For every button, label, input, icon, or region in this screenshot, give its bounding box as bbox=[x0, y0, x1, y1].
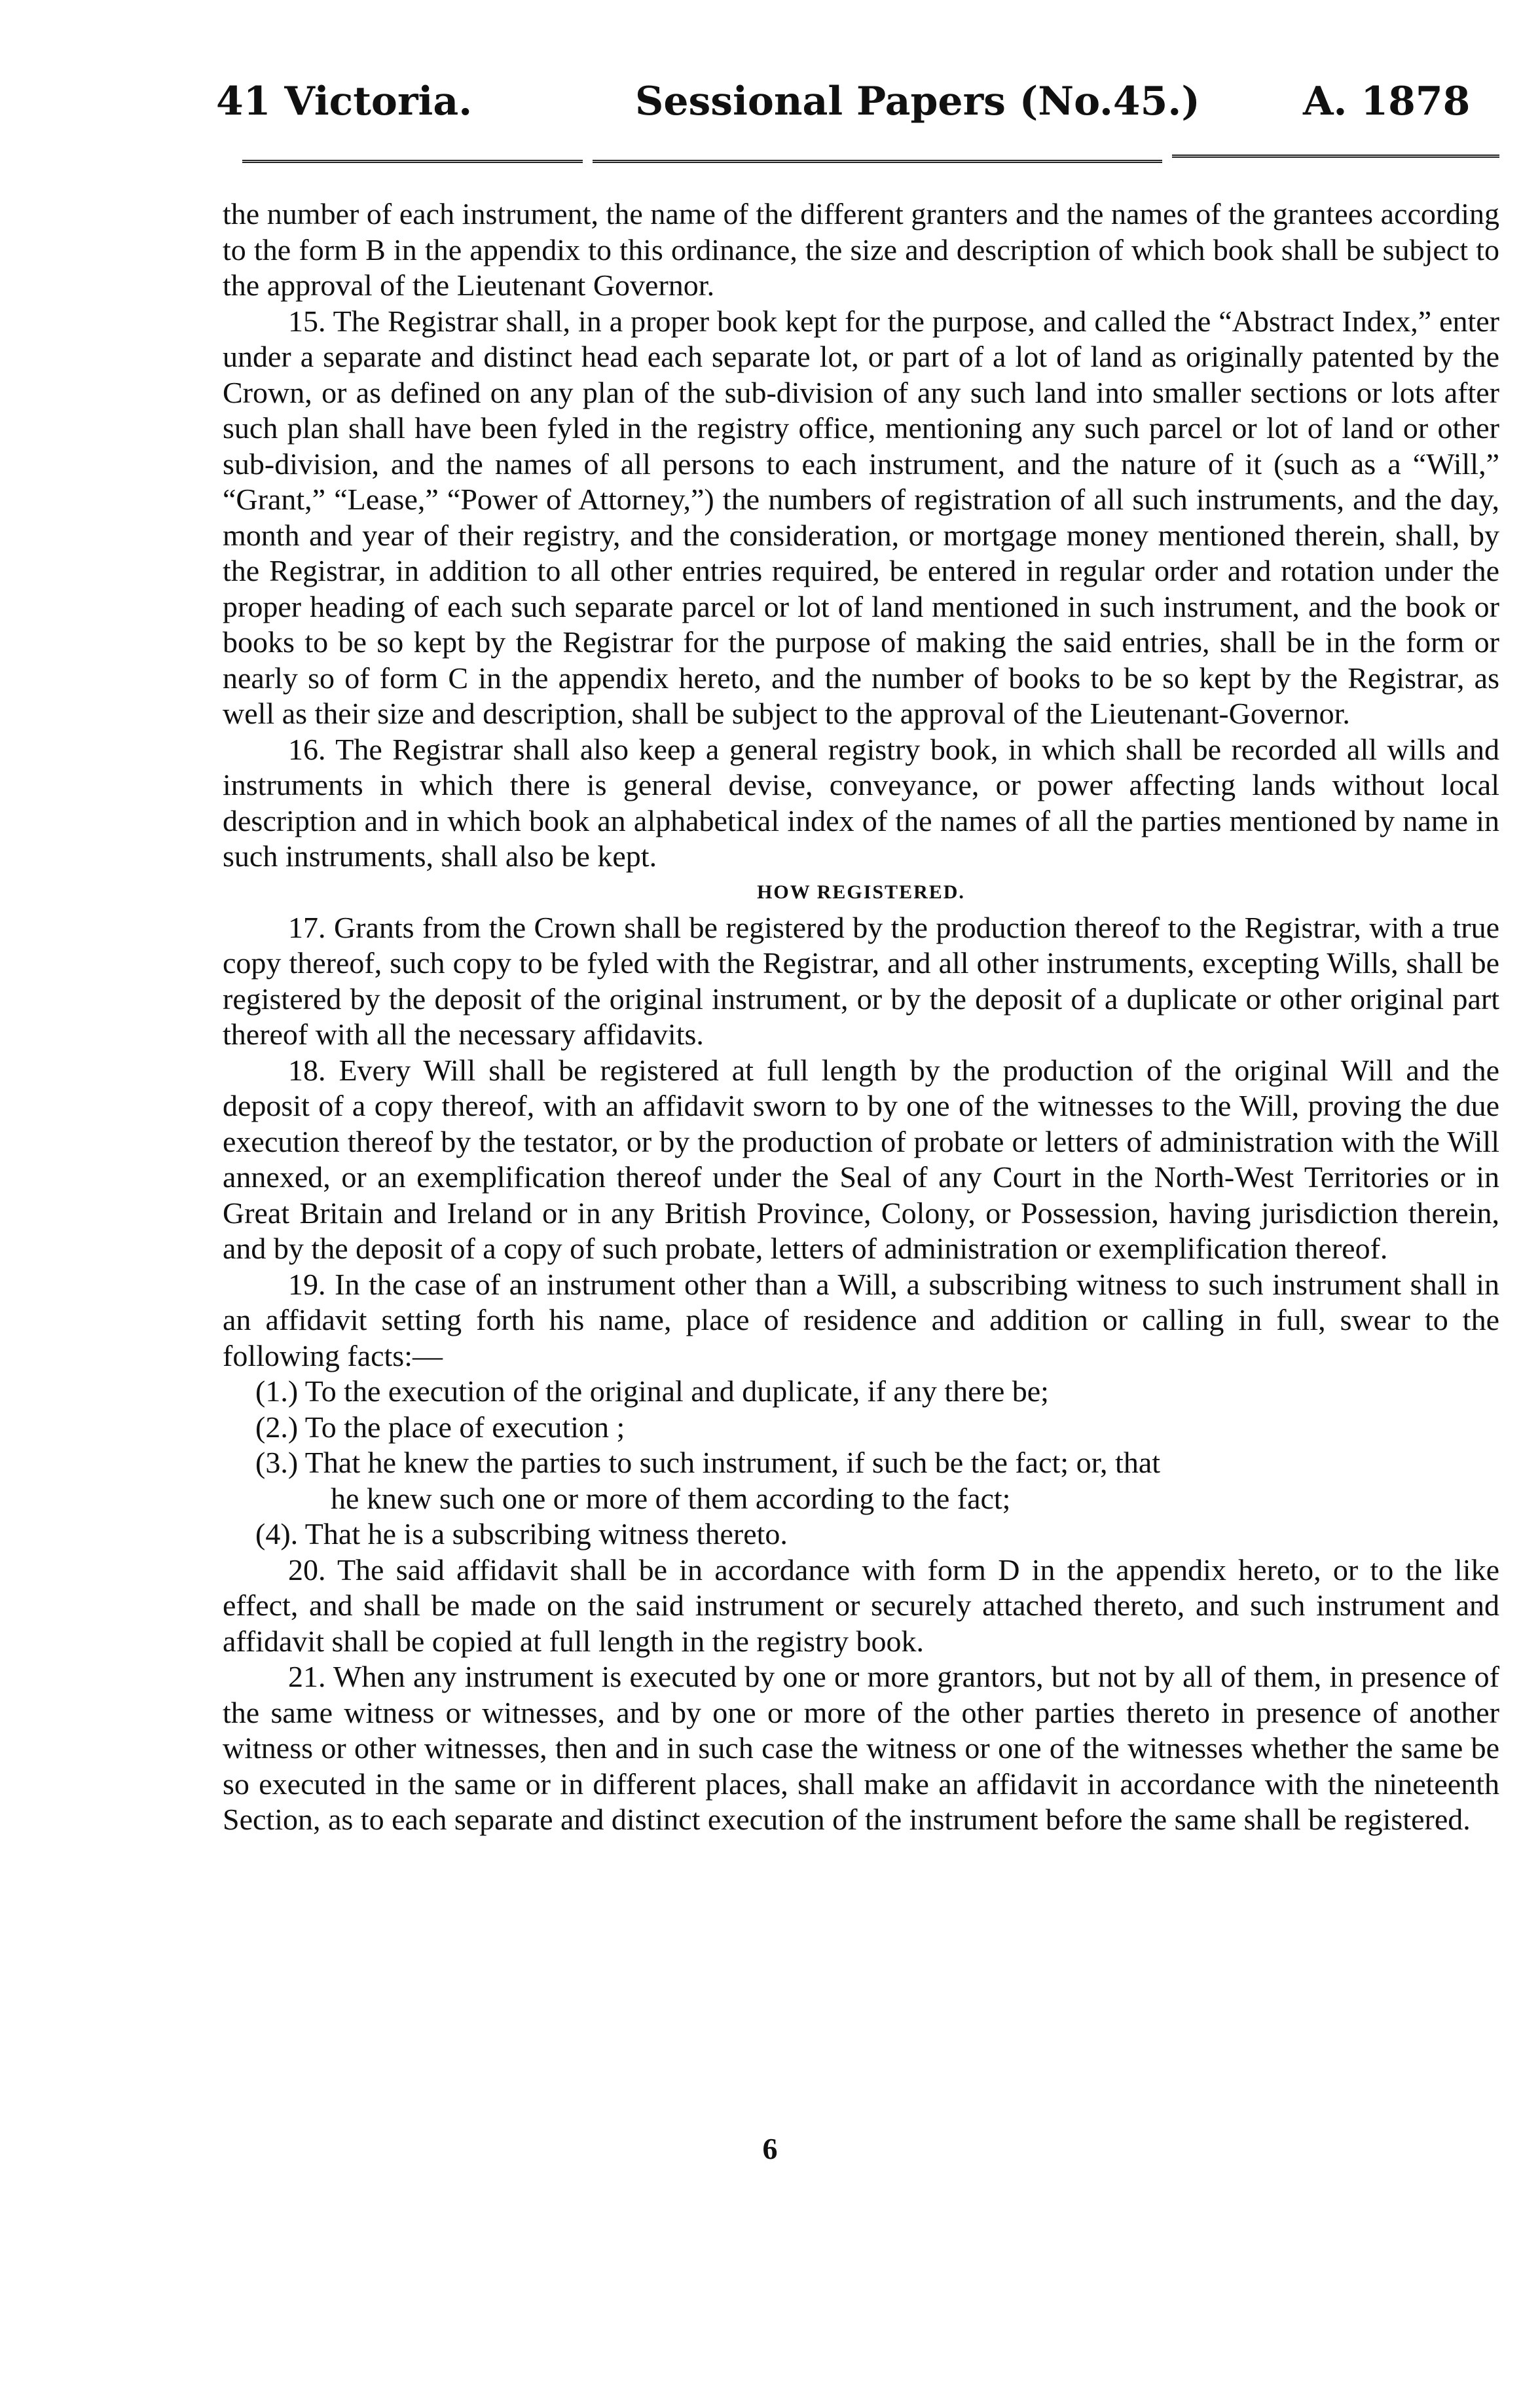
header-rule-right bbox=[1172, 155, 1499, 158]
section-15: 15. The Registrar shall, in a proper book kept for the purpose, and called the “Abstract Index,” enter under a separate and distinct head each separate lot, or part of a lot of land as originally patented by the Crown, or as defined on any plan of the sub-division of any such land into smaller sections or lots after such plan shall have been fyled in the registry office, mentioning any such parcel or lot of land or other sub-division, and the names of all persons to each instrument, and the nature of it (such as a “Will,” “Grant,” “Lease,” “Power of Attorney,”) the numbers of registration of all such instruments, and the day, month and year of their registry, and the consideration, or mortgage money mentioned therein, shall, by the Registrar, in addition to all other entries required, be entered in regular order and rotation under the proper heading of each such separate parcel or lot of land mentioned in such instrument, and the book or books to be so kept by the Registrar for the purpose of making the said entries, shall be in the form or nearly so of form C in the appendix hereto, and the number of books to be so kept by the Registrar, as well as their size and description, shall be subject to the approval of the Lieutenant-Governor. bbox=[223, 304, 1499, 730]
header-rule-center bbox=[593, 160, 1162, 163]
header-rule-left bbox=[242, 160, 583, 163]
paragraph-intro: the number of each instrument, the name of the different granters and the names of the grantees according to the form B in the appendix to this ordinance, the size and description of which book shall be subject to the approval of the Lieutenant Governor. bbox=[223, 197, 1499, 302]
header-regnal-year: 41 Victoria. bbox=[216, 79, 473, 124]
list-item: (3.) That he knew the parties to such instrument, if such be the fact; or, that bbox=[255, 1446, 1161, 1479]
list-item-continuation: he knew such one or more of them according to the fact; bbox=[331, 1481, 1011, 1515]
running-header bbox=[216, 79, 1519, 138]
section-20: 20. The said affidavit shall be in accordance with form D in the appendix hereto, or to the like effect, and shall be made on the said instrument or securely attached thereto, and such instrument and affidavit shall be copied at full length in the registry book. bbox=[223, 1552, 1499, 1658]
section-17: 17. Grants from the Crown shall be registered by the production thereof to the Registrar, with a true copy thereof, such copy to be fyled with the Registrar, and all other instruments, excepting Wills, shall be registered by the deposit of the original instrument, or by the deposit of a duplicate or other original part thereof with all the necessary affidavits. bbox=[223, 910, 1499, 1051]
header-year: A. 1878 bbox=[1303, 79, 1471, 124]
list-item: (4). That he is a subscribing witness thereto. bbox=[255, 1517, 788, 1551]
section-16: 16. The Registrar shall also keep a general registry book, in which shall be recorded all wills and instruments in which there is general devise, conveyance, or power affecting lands without local description and in which book an alphabetical index of the names of all the parties mentioned by name in such instruments, shall also be kept. bbox=[223, 732, 1499, 873]
section-19: 19. In the case of an instrument other than a Will, a subscribing witness to such instrument shall in an affidavit setting forth his name, place of residence and addition or calling in full, swear to the following facts:— bbox=[223, 1267, 1499, 1372]
document-body bbox=[223, 196, 1499, 1838]
section-heading: HOW REGISTERED. bbox=[757, 881, 965, 903]
list-item: (1.) To the execution of the original and duplicate, if any there be; bbox=[255, 1374, 1049, 1408]
section-18: 18. Every Will shall be registered at full length by the production of the original Will and the deposit of a copy thereof, with an affidavit sworn to by one of the witnesses to the Will, proving the due execution thereof by the testator, or by the production of probate or letters of administration with the Will annexed, or an exemplification thereof under the Seal of any Court in the North-West Territories or in Great Britain and Ireland or in any British Province, Colony, or Possession, having jurisdiction therein, and by the deposit of a copy of such probate, letters of administration or exemplification thereof. bbox=[223, 1053, 1499, 1265]
header-title: Sessional Papers (No.45.) bbox=[635, 79, 1200, 124]
section-21: 21. When any instrument is executed by one or more grantors, but not by all of them, in presence of the same witness or witnesses, and by one or more of the other parties thereto in presence of another witness or other witnesses, then and in such case the witness or one of the witnesses whether the same be so executed in the same or in different places, shall make an affidavit in accordance with the nineteenth Section, as to each separate and distinct execution of the instrument before the same shall be registered. bbox=[223, 1660, 1499, 1836]
list-item: (2.) To the place of execution ; bbox=[255, 1410, 625, 1444]
page-number: 6 bbox=[762, 2132, 778, 2165]
